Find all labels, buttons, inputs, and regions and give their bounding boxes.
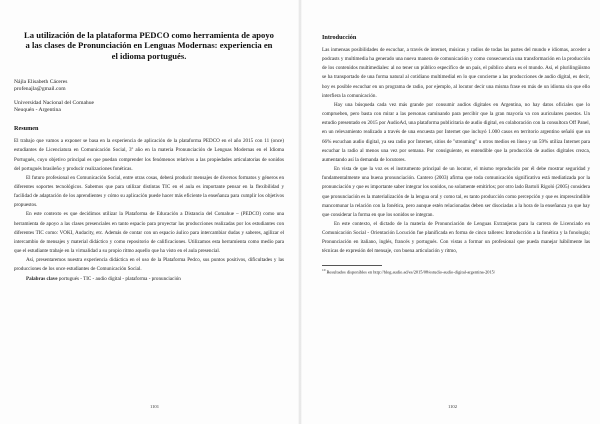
affiliation-location: Neuquén - Argentina (14, 107, 61, 114)
page-number-left: 1101 (150, 404, 160, 409)
intro-paragraph-3: En vista de que la voz es el instrumento principal de un locutor, el mismo reproducido por él debe mostrar seguridad y fundamentalmente una buena pronunciación. Cantero (2003) afirma que toda comunicación significativa está mediatizada por la pronunciación y que es importante saber integrar los sonidos, no solamente emitirlos; por otro lado Bartoli Rigoló (2005) considera que pronunciación es la materialización de la lengua oral y como tal, es tanto producción como percepción y que es imprescindible mancomunar la relación con la fonética, pero aunque estén relacionadas deben ser disociadas a la hora de la enseñanza ya que hay que considerar la forma en que los sonidos se integran. (322, 166, 590, 218)
keywords-label: Palabras clave (26, 275, 58, 282)
introduction-heading: Introducción (322, 34, 357, 41)
affiliation-university: Universidad Nacional del Comahue (14, 100, 94, 107)
abstract-paragraph-3: En este contexto es que decidimos utilizar la Plataforma de Educación a Distancia del Comahue – (PEDCO) como una herramienta de apoyo a las clases presenciales en tanto espacio para proyectar las producciones realizadas por los estudiantes con diferentes TIC como: VOKI, Audacity, etc. Además de contar con un espacio áulico para intercambiar dudas y saberes, agilizar el intercambio de mensajes y material didáctico y como repositorio de calificaciones. Utilizamos esta herramienta como medio para que el estudiante trabaje en la virtualidad a su propio ritmo aquello que ha visto en el aula presencial. (14, 211, 284, 255)
footnote-rule (322, 265, 382, 266)
paper-title: La utilización de la plataforma PEDCO como herramienta de apoyo a las clases de Pronunciación en Lenguas Modernas: experiencia en el idioma portugués. (24, 30, 274, 61)
footnote-text: Resultados disponibles en http://blog.audio.ad/es/2015/08/estudio-audio-digital-argentina-2015/ (326, 269, 496, 275)
abstract-paragraph-2: El futuro profesional en Comunicación Social, entre otras cosas, deberá producir mensajes de diversos formatos y géneros en diferentes soportes tecnológicos. Sabemos que para utilizar distintas TIC en el aula es importante pensar en la flexibilidad y facilidad de adaptación de los aprendientes y cómo su aplicación puede hacer más eficiente la enseñanza para cumplir los objetivos propuestos. (14, 174, 284, 209)
right-column (322, 22, 590, 275)
keywords-text: portugués - TIC - audio digital - plataforma - pronunciación (58, 275, 181, 282)
intro-paragraph-4: En este contexto, el dictado de la materia de Pronunciación de Lenguas Extranjeras para la carrera de Licenciado en Comunicación Social - Orientación Locución fue planificada en forma de cinco talleres: Introducción a la fonética y la fonología; Pronunciación en italiano, inglés, francés y portugués. Con vistas a formar un profesional que pueda manejar hábilmente las técnicas de expresión del mensaje, con buena articulación y ritmo, (322, 220, 590, 255)
footnote-number: 10 (322, 268, 326, 273)
intro-paragraph-2: Hay una búsqueda cada vez más grande por consumir audios digitales en Argentina, no hay datos oficiales que lo comprueben, pero basta con mirar a las personas caminando para percibir que la gran mayoría va con auriculares puestos. Un estudio presentado en 2015 por AudioAd, una plataforma publicitaria de audio digital, en colaboración con la consultora Off Panel, en un relevamiento realizado a través de una encuesta por Internet que incluyó 1.000 casos en territorio argentino señaló que un 66% escuchan audio digital, ya sea radio por Internet, sitios de "streaming" u otros medios en línea y un 59% utiliza Internet para escuchar la radio al menos una vez por semana. Por consiguiente, es entendible que la producción de audios digitales crezca, aumentando así la demanda de locutores. (322, 101, 590, 163)
abstract-heading: Resumen (14, 125, 39, 133)
page-number-right: 1102 (448, 404, 458, 409)
keywords (14, 275, 284, 284)
author-name: Nájla Elisabeth Cáceres (14, 79, 68, 86)
affiliation (14, 100, 284, 114)
intro-paragraph-1: Las inmensas posibilidades de escuchar, a través de internet, músicas y radios de todas las partes del mundo e idiomas, acceder a podcasts y multimedia ha generado una nueva manera de comunicación y como consecuencia una transformación en la producción de los contenidos multimediales: al no tener un público específico de un país, el público ahora es el mundo. Así, el plurilingüismo se ha transportado de una forma natural al cotidiano multimedial en lo que concierne a las producciones de audio digital, es decir, hoy es posible escuchar en un programa de radio, por ejemplo, al locutor decir una misma frase en más de un idioma sin que ello interfiera la comunicación. (322, 47, 590, 99)
abstract-paragraph-1: El trabajo que vamos a exponer se basa en la experiencia de aplicación de la plataforma PEDCO en el año 2015 con 11 (once) estudiantes de Licenciatura en Comunicación Social, 3º año en la materia Pronunciación de Lenguas Modernas en el Idioma Portugués, cuyo objetivo principal es que puedan comprender los fenómenos relativos a las propiedades articulatorias de sonidos del portugués brasileño y producir realizaciones fonéticas. (14, 138, 284, 172)
footnote (322, 268, 590, 275)
author-email: profenajla@gmail.com (14, 86, 66, 93)
abstract-paragraph-4: Así, presentaremos nuestra experiencia didáctica en el uso de la Plataforma Pedco, sus puntos positivos, dificultades y las producciones de los once estudiantes de Comunicación Social. (14, 257, 284, 273)
left-column (14, 22, 284, 284)
right-page (300, 0, 600, 424)
